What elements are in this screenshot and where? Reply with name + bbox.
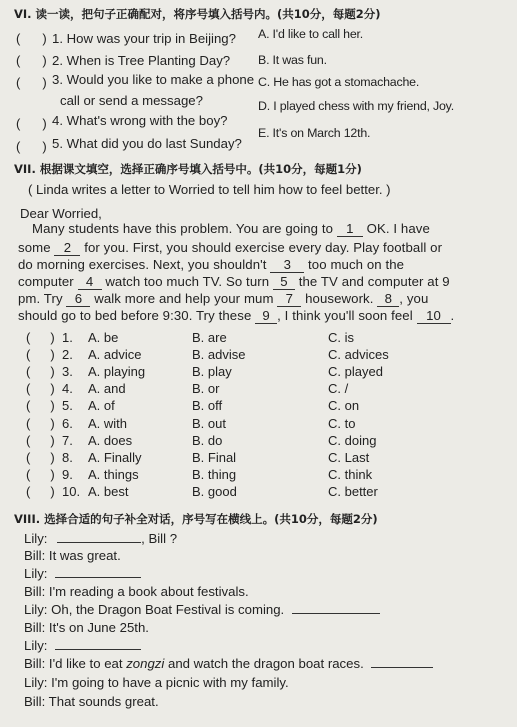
question-5: 5. What did you do last Sunday? — [52, 136, 242, 151]
option-a-8: A. Finally — [88, 449, 142, 465]
option-b-6: B. out — [192, 415, 226, 431]
answer-bracket-4[interactable]: ( ) — [16, 116, 47, 131]
option-a-5: A. of — [88, 398, 115, 414]
option-b-9: B. thing — [192, 466, 237, 482]
option-b-4: B. or — [192, 381, 220, 397]
option-number-5: 5. — [62, 398, 73, 414]
blank-8[interactable]: 8 — [377, 291, 399, 307]
option-a-1: A. be — [88, 330, 119, 345]
blank-7[interactable]: 7 — [277, 291, 301, 307]
option-bracket-3[interactable]: ( ) — [26, 364, 55, 380]
option-b-3: B. play — [192, 364, 232, 380]
dialogue-line-5: Lily: Oh, the Dragon Boat Festival is coming. — [24, 602, 380, 617]
dialogue-blank-2[interactable] — [55, 577, 141, 578]
answer-bracket-5[interactable]: ( ) — [16, 139, 47, 154]
option-a-6: A. with — [88, 415, 128, 431]
dialogue-blank-4[interactable] — [55, 649, 141, 650]
blank-10[interactable]: 10 — [417, 308, 451, 324]
letter-line-3: do morning exercises. Next, you shouldn't 3 too much on the — [18, 257, 405, 272]
option-number-1: 1. — [62, 330, 73, 345]
option-c-1: C. is — [328, 330, 354, 345]
option-bracket-2[interactable]: ( ) — [26, 347, 55, 363]
blank-1[interactable]: 1 — [337, 221, 363, 237]
option-number-3: 3. — [62, 364, 73, 380]
section-8-heading: VIII. 选择合适的句子补全对话，序号写在横线上。(共10分，每题2分) — [14, 512, 378, 526]
question-2: 2. When is Tree Planting Day? — [52, 53, 231, 68]
letter-line-5: pm. Try 6 walk more and help your mum 7 housework. 8 , you — [18, 291, 429, 306]
letter-greeting: Dear Worried, — [20, 206, 102, 221]
dialogue-line-10: Bill: That sounds great. — [24, 694, 159, 709]
dialogue-blank-3[interactable] — [292, 613, 380, 614]
option-c-5: C. on — [328, 398, 360, 414]
question-4: 4. What's wrong with the boy? — [52, 113, 228, 128]
question-3-line-2: call or send a message? — [60, 93, 203, 108]
option-a-2: A. advice — [88, 347, 142, 363]
blank-4[interactable]: 4 — [78, 274, 102, 290]
answer-bracket-1[interactable]: ( ) — [16, 31, 47, 46]
option-number-10: 10. — [62, 483, 81, 499]
option-bracket-6[interactable]: ( ) — [26, 415, 55, 431]
option-number-9: 9. — [62, 466, 73, 482]
option-b-1: B. are — [192, 330, 227, 345]
option-c-2: C. advices — [328, 347, 389, 363]
answer-bracket-3[interactable]: ( ) — [16, 75, 47, 90]
option-c-3: C. played — [328, 364, 383, 380]
answer-b: B. It was fun. — [258, 53, 327, 67]
section-6-heading: VI. 读一读，把句子正确配对，将序号填入括号内。(共10分，每题2分) — [14, 7, 381, 21]
option-b-5: B. off — [192, 398, 223, 414]
option-b-8: B. Final — [192, 449, 237, 465]
blank-9[interactable]: 9 — [255, 308, 277, 324]
option-bracket-9[interactable]: ( ) — [26, 466, 55, 482]
option-c-9: C. think — [328, 466, 373, 482]
dialogue-line-6: Bill: It's on June 25th. — [24, 620, 149, 635]
answer-c: C. He has got a stomachache. — [258, 75, 420, 89]
dialogue-line-9: Lily: I'm going to have a picnic with my family. — [24, 675, 289, 690]
option-c-7: C. doing — [328, 432, 377, 448]
dialogue-line-2: Bill: It was great. — [24, 548, 121, 563]
option-bracket-5[interactable]: ( ) — [26, 398, 55, 414]
answer-e: E. It's on March 12th. — [258, 126, 371, 140]
option-bracket-8[interactable]: ( ) — [26, 449, 55, 465]
letter-line-6: should go to bed before 9:30. Try these 9 , I think you'll soon feel 10 . — [18, 308, 455, 323]
option-bracket-4[interactable]: ( ) — [26, 381, 55, 397]
option-c-4: C. / — [328, 381, 349, 397]
option-number-4: 4. — [62, 381, 73, 397]
answer-bracket-2[interactable]: ( ) — [16, 53, 47, 68]
question-3-line-1: 3. Would you like to make a phone — [52, 72, 255, 87]
question-1: 1. How was your trip in Beijing? — [52, 31, 236, 46]
option-bracket-1[interactable]: ( ) — [26, 330, 55, 345]
option-number-7: 7. — [62, 432, 73, 448]
option-number-2: 2. — [62, 347, 73, 363]
letter-line-2: some 2 for you. First, you should exercise every day. Play football or — [18, 240, 443, 255]
blank-3[interactable]: 3 — [270, 257, 304, 273]
dialogue-line-7: Lily: — [24, 638, 141, 653]
dialogue-blank-1[interactable] — [57, 542, 141, 543]
option-bracket-7[interactable]: ( ) — [26, 432, 55, 448]
option-bracket-10[interactable]: ( ) — [26, 483, 55, 499]
option-c-10: C. better — [328, 483, 378, 499]
dialogue-line-4: Bill: I'm reading a book about festivals. — [24, 584, 249, 599]
section-7-intro: ( Linda writes a letter to Worried to tell him how to feel better. ) — [28, 182, 391, 197]
answer-a: A. I'd like to call her. — [258, 27, 364, 41]
option-a-9: A. things — [88, 466, 139, 482]
blank-6[interactable]: 6 — [66, 291, 90, 307]
option-b-2: B. advise — [192, 347, 246, 363]
letter-line-1: Many students have this problem. You are going to 1 OK. I have — [32, 221, 430, 236]
option-b-10: B. good — [192, 483, 237, 499]
option-a-7: A. does — [88, 432, 133, 448]
section-7-heading: VII. 根据课文填空，选择正确序号填入括号中。(共10分，每题1分) — [14, 162, 362, 176]
option-number-6: 6. — [62, 415, 73, 431]
answer-d: D. I played chess with my friend, Joy. — [258, 99, 455, 113]
option-a-4: A. and — [88, 381, 126, 397]
option-b-7: B. do — [192, 432, 223, 448]
option-a-3: A. playing — [88, 364, 146, 380]
blank-5[interactable]: 5 — [273, 274, 295, 290]
dialogue-line-1: Lily: , Bill ? — [24, 531, 178, 546]
letter-line-4: computer 4 watch too much TV. So turn 5 the TV and computer at 9 — [18, 274, 450, 289]
option-number-8: 8. — [62, 449, 73, 465]
option-c-6: C. to — [328, 415, 356, 431]
option-a-10: A. best — [88, 483, 129, 499]
dialogue-line-8: Bill: I'd like to eat zongzi and watch the dragon boat races. — [24, 656, 433, 671]
dialogue-blank-5[interactable] — [371, 667, 433, 668]
dialogue-line-3: Lily: — [24, 566, 141, 581]
option-c-8: C. Last — [328, 449, 370, 465]
blank-2[interactable]: 2 — [54, 240, 80, 256]
